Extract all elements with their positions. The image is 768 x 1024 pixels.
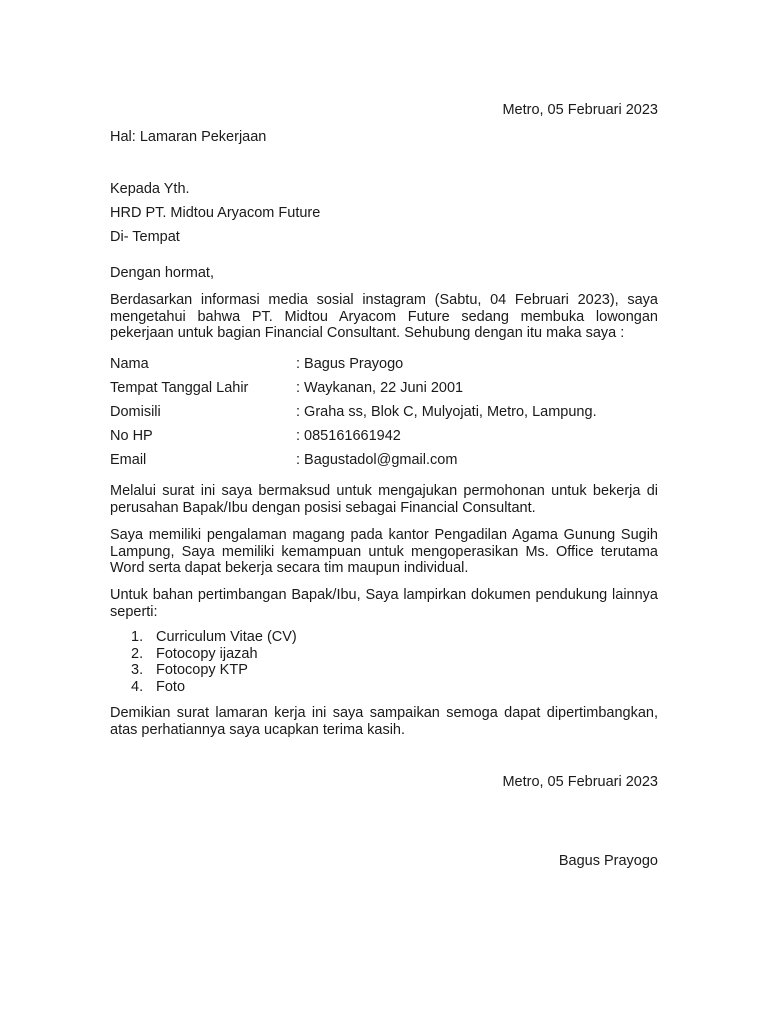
- list-number: 2.: [131, 645, 144, 662]
- letter-date-top: Metro, 05 Februari 2023: [502, 102, 658, 118]
- list-number: 1.: [131, 629, 144, 645]
- list-text: Fotocopy KTP: [156, 662, 248, 678]
- identity-value: : Waykanan, 22 Juni 2001: [296, 380, 464, 396]
- apply-paragraph: Melalui surat ini saya bermaksud untuk mengajukan permohonan untuk bekerja di perusahan Bapak/Ibu dengan posisi sebagai Financial Consultant.: [110, 483, 658, 516]
- list-item: [110, 662, 658, 679]
- recipient-line-2: HRD PT. Midtou Aryacom Future: [110, 205, 321, 221]
- identity-label: Tempat Tanggal Lahir: [110, 380, 249, 396]
- recipient-line-1: Kepada Yth.: [110, 181, 190, 197]
- identity-value: : Graha ss, Blok C, Mulyojati, Metro, Lampung.: [296, 404, 597, 420]
- list-text: Fotocopy ijazah: [156, 645, 258, 662]
- greeting: Dengan hormat,: [110, 265, 214, 281]
- list-text: Foto: [156, 678, 186, 695]
- list-item: [110, 679, 658, 696]
- signature-name: Bagus Prayogo: [558, 853, 658, 869]
- identity-label: Domisili: [110, 404, 161, 420]
- identity-value: : Bagustadol@gmail.com: [296, 452, 458, 468]
- list-number: 4.: [131, 678, 144, 695]
- letter-date-bottom: Metro, 05 Februari 2023: [502, 774, 658, 790]
- attachment-list: [110, 629, 658, 695]
- list-item: [110, 629, 658, 646]
- identity-label: No HP: [110, 428, 153, 444]
- identity-label: Email: [110, 452, 147, 468]
- closing-paragraph: Demikian surat lamaran kerja ini saya sampaikan semoga dapat dipertimbangkan, atas perhatiannya saya ucapkan terima kasih.: [110, 705, 658, 738]
- identity-value: : 085161661942: [296, 428, 401, 444]
- identity-label: Nama: [110, 356, 149, 372]
- experience-paragraph: Saya memiliki pengalaman magang pada kantor Pengadilan Agama Gunung Sugih Lampung, Saya memiliki kemampuan untuk mengoperasikan Ms. Office terutama Word serta dapat bekerja secara tim maupun individual.: [110, 527, 658, 576]
- intro-paragraph: Berdasarkan informasi media sosial instagram (Sabtu, 04 Februari 2023), saya mengetahui bahwa PT. Midtou Aryacom Future sedang membuka lowongan pekerjaan untuk bagian Financial Consultant. Sehubung dengan itu maka saya :: [110, 292, 658, 341]
- letter-subject: Hal: Lamaran Pekerjaan: [110, 129, 267, 145]
- attachment-intro-paragraph: Untuk bahan pertimbangan Bapak/Ibu, Saya lampirkan dokumen pendukung lainnya seperti:: [110, 587, 658, 620]
- identity-value: : Bagus Prayogo: [296, 356, 404, 372]
- recipient-line-3: Di- Tempat: [110, 229, 180, 245]
- list-number: 3.: [131, 662, 144, 678]
- list-item: [110, 646, 658, 663]
- list-text: Curriculum Vitae (CV): [156, 629, 297, 645]
